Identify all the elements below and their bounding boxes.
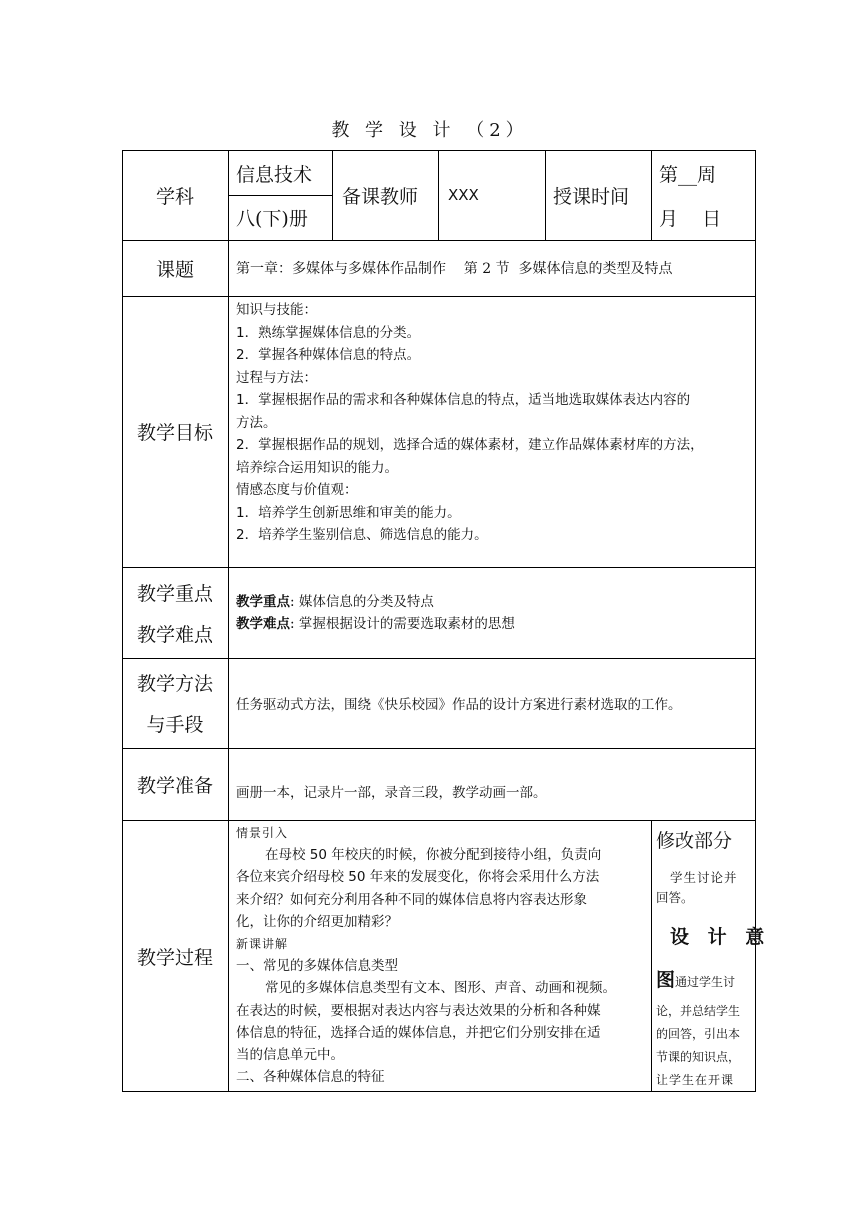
objective-line: 情感态度与价值观： <box>236 482 358 498</box>
design-intent-line: 节课的知识点， <box>656 1050 741 1064</box>
key-points-label <box>122 567 228 658</box>
key-points-text <box>236 591 751 635</box>
process-line: 体信息的特征，选择合适的媒体信息，并把它们分别安排在适 <box>236 1024 601 1041</box>
process-section-title: 一、常见的多媒体信息类型 <box>236 958 398 975</box>
key-point-title: 教学重点 <box>236 594 290 610</box>
process-line: 化，让你的介绍更加精彩？ <box>236 913 398 930</box>
header-divider <box>651 150 652 240</box>
process-heading: 新课讲解 <box>236 937 289 952</box>
objective-line: 过程与方法： <box>236 369 317 386</box>
difficulty-value: : 掌握根据设计的需要选取素材的思想 <box>290 616 515 632</box>
design-intent-line: 让学生在开课 <box>656 1073 735 1087</box>
objective-line: 培养综合运用知识的能力。 <box>236 459 398 476</box>
design-intent-line: 的回答，引出本 <box>656 1027 741 1041</box>
subject-value-2: 八(下)册 <box>236 208 308 230</box>
time-value-2: 月 日 <box>659 208 722 230</box>
process-line: 来介绍？如何充分利用各种不同的媒体信息将内容表达形象 <box>236 891 587 908</box>
process-section-title: 二、各种媒体信息的特征 <box>236 1069 385 1086</box>
label-column-divider <box>228 150 229 1092</box>
key-points-label-1: 教学重点 <box>136 582 213 605</box>
side-note-line: 学生讨论并 <box>670 870 738 885</box>
time-value-1: 第__周 <box>659 164 717 186</box>
objective-line: 2．掌握根据作品的规划，选择合适的媒体素材，建立作品媒体素材库的方法， <box>236 437 704 453</box>
objective-line: 方法。 <box>236 414 277 431</box>
objectives-text <box>236 299 751 547</box>
objective-line: 2．掌握各种媒体信息的特点。 <box>236 347 421 363</box>
subject-label: 学科 <box>155 185 194 208</box>
header-divider <box>438 150 439 240</box>
objective-line: 2．培养学生鉴别信息、筛选信息的能力。 <box>236 527 488 543</box>
teacher-value: XXX <box>448 186 479 204</box>
process-label: 教学过程 <box>136 946 213 969</box>
header-divider <box>332 150 333 240</box>
methods-label-2: 与手段 <box>146 714 204 736</box>
subject-value-1: 信息技术 <box>236 164 313 186</box>
side-notes <box>656 826 771 1092</box>
topic-value: 第一章：多媒体与多媒体作品制作 第 2 节 多媒体信息的类型及特点 <box>236 261 673 277</box>
methods-value: 任务驱动式方法，围绕《快乐校园》作品的设计方案进行素材选取的工作。 <box>236 697 682 713</box>
preparation-label: 教学准备 <box>136 774 213 797</box>
process-line: 各位来宾介绍母校 50 年来的发展变化，你将会采用什么方法 <box>236 869 600 886</box>
objective-line: 知识与技能： <box>236 302 317 318</box>
design-intent-title: 设 计 意 <box>670 926 771 948</box>
objective-line: 1．培养学生创新思维和审美的能力。 <box>236 504 461 521</box>
objective-line: 1．掌握根据作品的需求和各种媒体信息的特点，适当地选取媒体表达内容的 <box>236 392 691 408</box>
side-note-line: 回答。 <box>656 890 694 905</box>
process-text <box>236 822 648 1088</box>
process-line: 常见的多媒体信息类型有文本、图形、声音、动画和视频。 <box>265 980 616 997</box>
teacher-label: 备课教师 <box>342 185 419 208</box>
process-line: 当的信息单元中。 <box>236 1047 344 1064</box>
methods-label <box>122 658 228 748</box>
design-intent-text: 通过学生讨 <box>675 975 736 989</box>
methods-label-1: 教学方法 <box>136 673 213 695</box>
key-points-label-2: 教学难点 <box>136 623 213 646</box>
header-divider <box>545 150 546 240</box>
process-line: 在表达的时候，要根据对表达内容与表达效果的分析和各种媒 <box>236 1002 601 1019</box>
design-intent-line <box>656 965 754 992</box>
key-point-value: : 媒体信息的分类及特点 <box>290 594 434 610</box>
process-line: 在母校 50 年校庆的时候，你被分配到接待小组，负责向 <box>265 847 602 864</box>
design-intent-first-char: 图 <box>656 969 676 991</box>
topic-label: 课题 <box>155 258 194 281</box>
time-label: 授课时间 <box>553 185 630 208</box>
revision-title: 修改部分 <box>656 830 733 852</box>
side-column-divider <box>651 820 652 1092</box>
key-point-line <box>236 591 751 613</box>
preparation-value: 画册一本，记录片一部，录音三段，教学动画一部。 <box>236 785 547 801</box>
objective-line: 1．熟练掌握媒体信息的分类。 <box>236 324 421 341</box>
design-intent-line: 论，并总结学生 <box>656 1004 741 1018</box>
document-title: 教 学 设 计 （2） <box>331 120 529 141</box>
process-heading: 情景引入 <box>236 826 289 840</box>
difficulty-title: 教学难点 <box>236 616 290 632</box>
objectives-label: 教学目标 <box>136 422 213 444</box>
difficulty-line <box>236 613 751 635</box>
